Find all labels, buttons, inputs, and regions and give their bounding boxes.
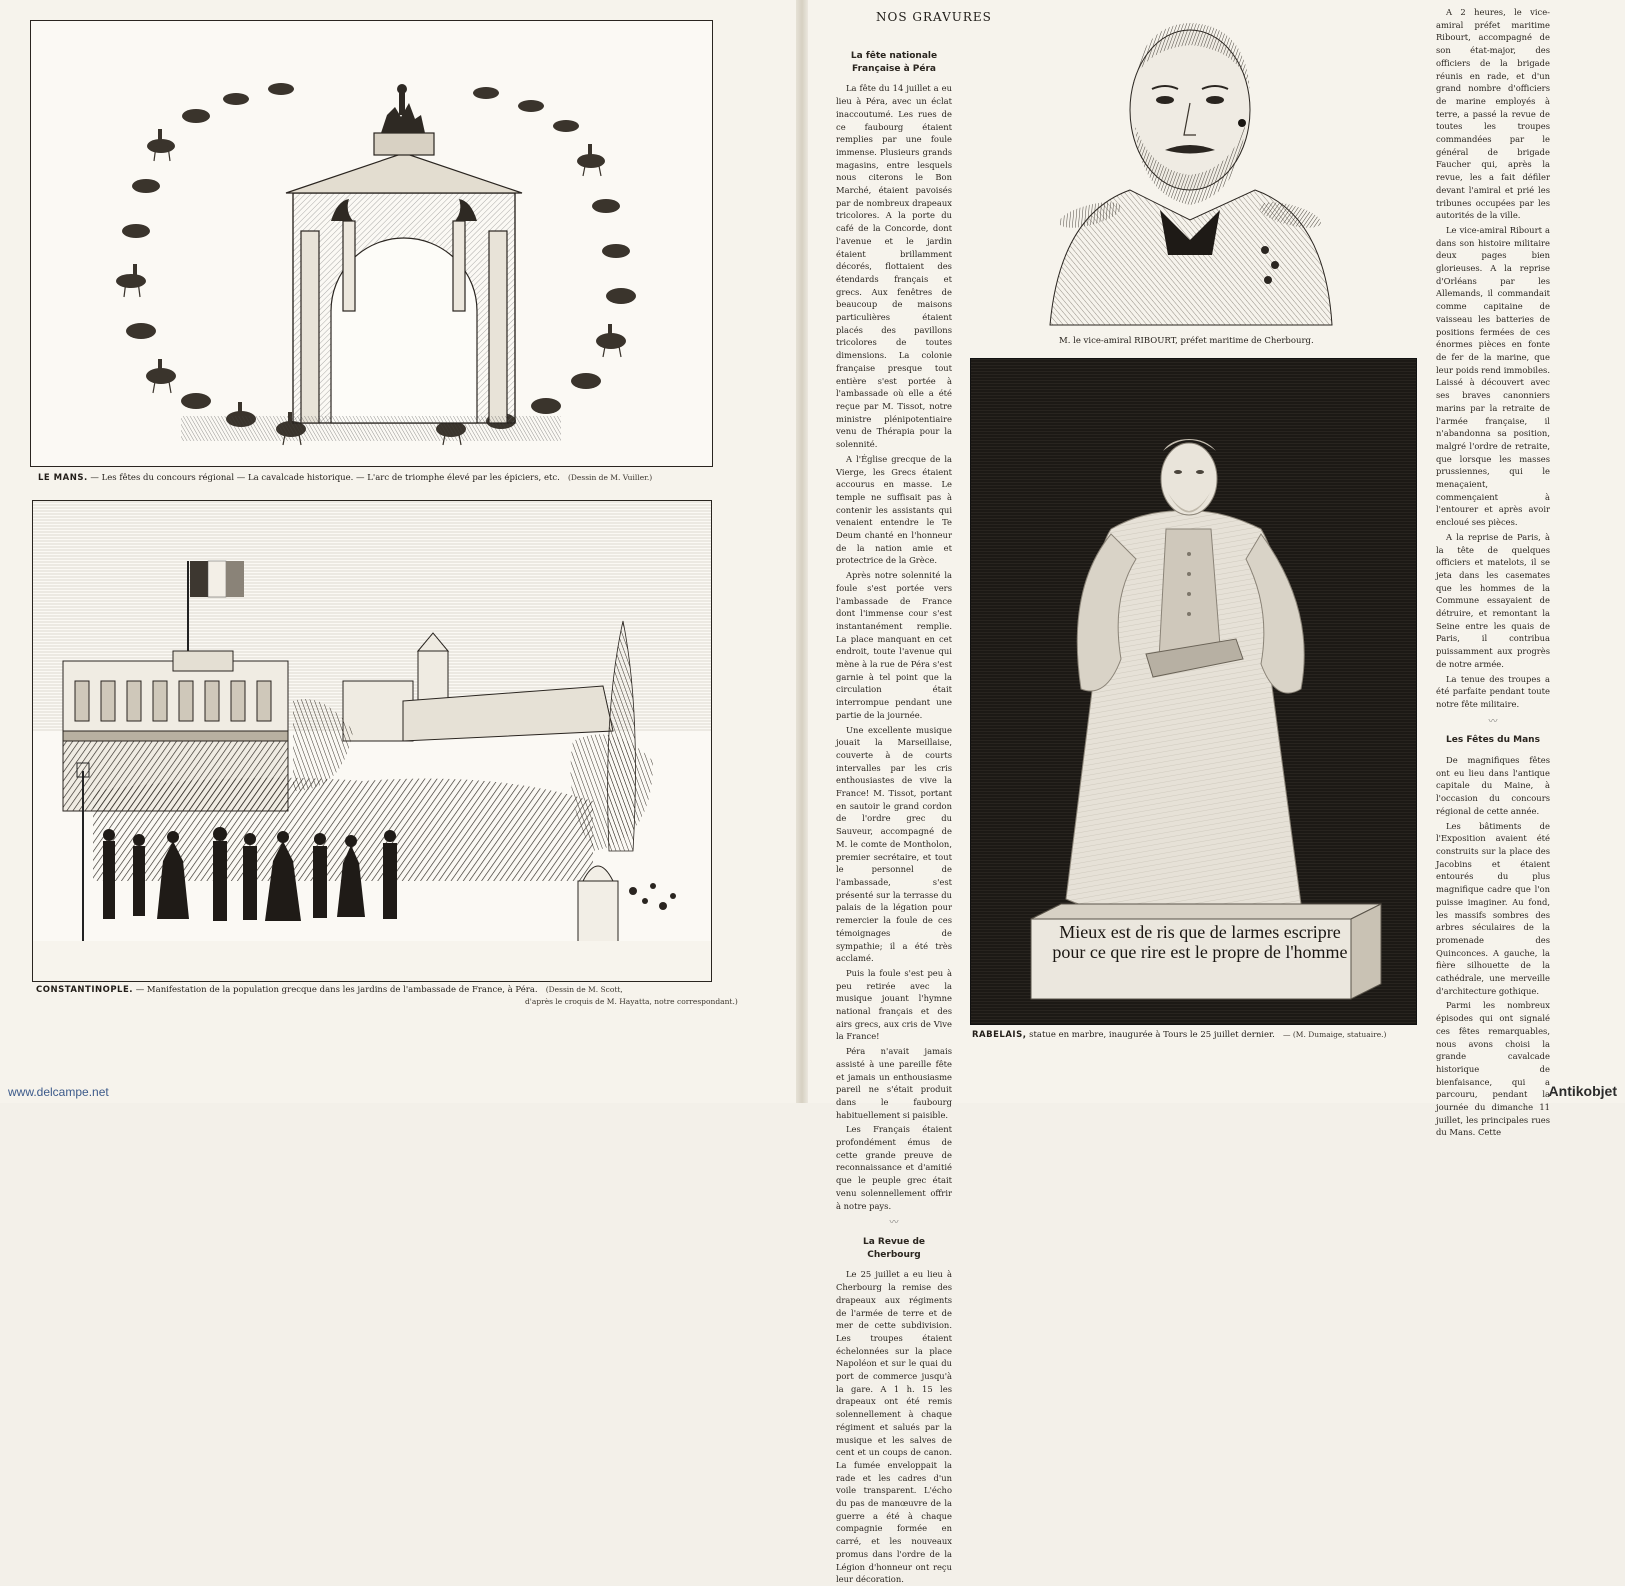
article-paragraph: La fête du 14 juillet a eu lieu à Péra, avec un éclat inaccoutumé. Les rues de ce faubourg étaient remplies par une foule immense. Plusieurs grands magasins, entre lesquels nous citerons le Bon Marché, étaient pavoisés par de nombreux drapeaux tricolores. A la porte du café de la Concorde, dont l'avenue et le jardin étaient brillamment décorés, flottaient des étendards français et grecs. Aux fenêtres de beaucoup de maisons particulières étaient placés des pavillons tricolores de toutes dimensions. La colonie française presque tout entière s'est portée à l'ambassade où elle a été reçue par M. Tissot, notre ministre plénipotentiaire venu de Thérapia pour la solennité. — [836, 83, 952, 450]
article-paragraph: Péra n'avait jamais assisté à une pareille fête et jamais un enthousiasme pareil ne s'était produit dans le faubourg habituellement si paisible. — [836, 1046, 952, 1120]
inscription-line-1: Mieux est de ris que de larmes escripre — [1059, 922, 1341, 942]
caption-place: CONSTANTINOPLE. — [36, 985, 134, 995]
caption-text: statue en marbre, inaugurée à Tours le 25 juillet dernier. — [1029, 1030, 1275, 1040]
article-paragraph: Le 25 juillet a eu lieu à Cherbourg la remise des drapeaux aux régiments de l'armée de terre et de mer de cette subdivision. Les troupes étaient échelonnées sur la place Napoléon et sur le quai du port de commerce jusqu'à la gare. A 1 h. 15 les drapeaux ont été remis solennellement à chaque régiment et salués par la musique et les salves de cent et un coups de canon. La fumée enveloppait la rade et les cadres d'un voile transparent. L'écho du pas de manœuvre de la guerre a été à chaque compagnie formée en carré, et les nouveaux promus dans l'ordre de la Légion d'honneur ont reçu leur décoration. — [836, 1269, 952, 1585]
engraving-le-mans-arch — [30, 20, 713, 467]
article-paragraph: A l'Église grecque de la Vierge, les Grecs étaient accourus en masse. Le temple ne suffisait pas à contenir les assistants qui venaient entendre le Te Deum chanté en l'honneur de la nation amie et protectrice de la Grèce. — [836, 453, 952, 566]
watermark-delcampe: www.delcampe.net — [8, 1085, 109, 1099]
statue-inscription — [1040, 922, 1360, 962]
section-header: NOS GRAVURES — [876, 10, 992, 24]
caption-portrait: M. le vice-amiral RIBOURT, préfet maritime de Cherbourg. — [1059, 336, 1314, 346]
caption-text: — Manifestation de la population grecque dans les jardins de l'ambassade de France, à Péra. — [135, 985, 538, 995]
article-paragraph: Parmi les nombreux épisodes qui ont signalé ces fêtes remarquables, nous avons choisi la grande cavalcade historique de bienfaisance, qui a parcouru, pendant la journée du dimanche 11 juillet, les principales rues du Mans. Cette — [1436, 1000, 1550, 1138]
caption-credit: (Dessin de M. Scott, — [545, 985, 623, 994]
article-title-pera: La fête nationale Française à Péra — [850, 51, 938, 74]
article-paragraph: Le vice-amiral Ribourt a dans son histoire militaire deux pages bien glorieuses. A la reprise d'Orléans par les Allemands, il commandait comme capitaine de vaisseau les batteries de positions fermées de ces énormes pièces en fonte de fer de la marine, que leur poids rend immobiles. Laissé à découvert avec ses braves canonniers marins par la retraite de l'armée française, il n'abandonna sa position, malgré l'ordre de retraite, que lorsque les masses prussiennes, qui le menaçaient, commençaient à l'entourer et après avoir encloué ses pièces. — [1436, 224, 1550, 528]
caption-credit: (Dessin de M. Vuiller.) — [567, 473, 653, 482]
watermark-antikobjet: Antikobjet — [1548, 1083, 1617, 1099]
section-separator: 〰 — [889, 1218, 899, 1229]
article-paragraph: La tenue des troupes a été parfaite pendant toute notre fête militaire. — [1436, 673, 1550, 709]
article-paragraph: Les bâtiments de l'Exposition avaient été construits sur la place des Jacobins et étaient entourés du plus magnifique cadre que l'on puisse imaginer. Au fond, les massifs sombres des arbres séculaires de la promenade des Quinconces. A gauche, la fière silhouette de la cathédrale, une merveille d'architecture gothique. — [1436, 820, 1550, 996]
article-column-pera — [836, 44, 952, 1585]
article-paragraph: De magnifiques fêtes ont eu lieu dans l'antique capitale du Maine, à l'occasion du concours régional de cette année. — [1436, 755, 1550, 816]
caption-credit: — (M. Dumaige, statuaire.) — [1282, 1030, 1387, 1039]
embassy-garden-illustration — [33, 501, 711, 981]
caption-credit-line-2: d'après le croquis de M. Hayatta, notre correspondant.) — [525, 997, 738, 1006]
inscription-line-2: pour ce que rire est le propre de l'homme — [1052, 942, 1348, 962]
triumphal-arch-illustration — [31, 21, 712, 466]
article-title-cherbourg: La Revue de Cherbourg — [862, 1236, 926, 1260]
page-gutter — [796, 0, 808, 1103]
article-paragraph: Après notre solennité la foule s'est portée vers l'ambassade de France dont l'immense cour s'est instantanément remplie. La place manquant en cet endroit, toute l'avenue qui mène à la rue de Péra s'est garnie à tel point que la circulation était interrompue pendant une partie de la journée. — [836, 570, 952, 720]
article-paragraph: Les Français étaient profondément émus de cette grande preuve de reconnaissance et d'amitié que le peuple grec était venu solennellement offrir à notre pays. — [836, 1124, 952, 1211]
caption-le-mans — [38, 472, 652, 484]
caption-name: RABELAIS, — [972, 1030, 1027, 1040]
caption-constantinople — [36, 984, 623, 996]
article-paragraph: Une excellente musique jouait la Marseillaise, couverte à de courts intervalles par les cris enthousiastes de vive la France! M. Tissot, portant en sautoir le grand cordon de l'ordre grec du Sauveur, accompagné de M. le comte de Montholon, premier secrétaire, et tout le personnel de l'ambassade, s'est présenté sur la terrasse du palais de la légation pour remercier la foule de ces témoignages de sympathie; il a été très acclamé. — [836, 724, 952, 964]
caption-place: LE MANS. — [38, 473, 88, 483]
article-paragraph: A la reprise de Paris, à la tête de quelques officiers et matelots, il se jeta dans les casemates que les hommes de la Commune essayaient de détruire, et remontant la Seine entre les quais de Paris, il contribua puissamment aux progrès de notre armée. — [1436, 531, 1550, 669]
caption-text: — Les fêtes du concours régional — La cavalcade historique. — L'arc de triomphe élevé par les épiciers, etc. — [90, 473, 560, 483]
article-column-cherbourg — [1436, 6, 1550, 1138]
section-separator: 〰 — [1488, 716, 1498, 727]
caption-rabelais — [972, 1029, 1386, 1041]
article-title-le-mans: Les Fêtes du Mans — [1446, 735, 1540, 746]
engraving-constantinople — [32, 500, 712, 982]
caption-constantinople-credit-2 — [525, 996, 738, 1008]
admiral-portrait-illustration — [1040, 5, 1340, 327]
article-paragraph: A 2 heures, le vice-amiral préfet maritime Ribourt, accompagné de son état-major, des officiers de la brigade réunis en rade, et d'un grand nombre d'officiers de marine employés à terre, a passé la revue de toutes les troupes commandées par le général de brigade Faucher qui, après la revue, les a fait défiler devant l'amiral et prié les tribunes occupées par les autorités de la ville. — [1436, 7, 1550, 221]
article-paragraph: Puis la foule s'est peu à peu retirée avec la musique jouant l'hymne national français et des airs grecs, aux cris de Vive la France! — [836, 967, 952, 1042]
engraving-portrait-ribourt — [1040, 5, 1340, 327]
